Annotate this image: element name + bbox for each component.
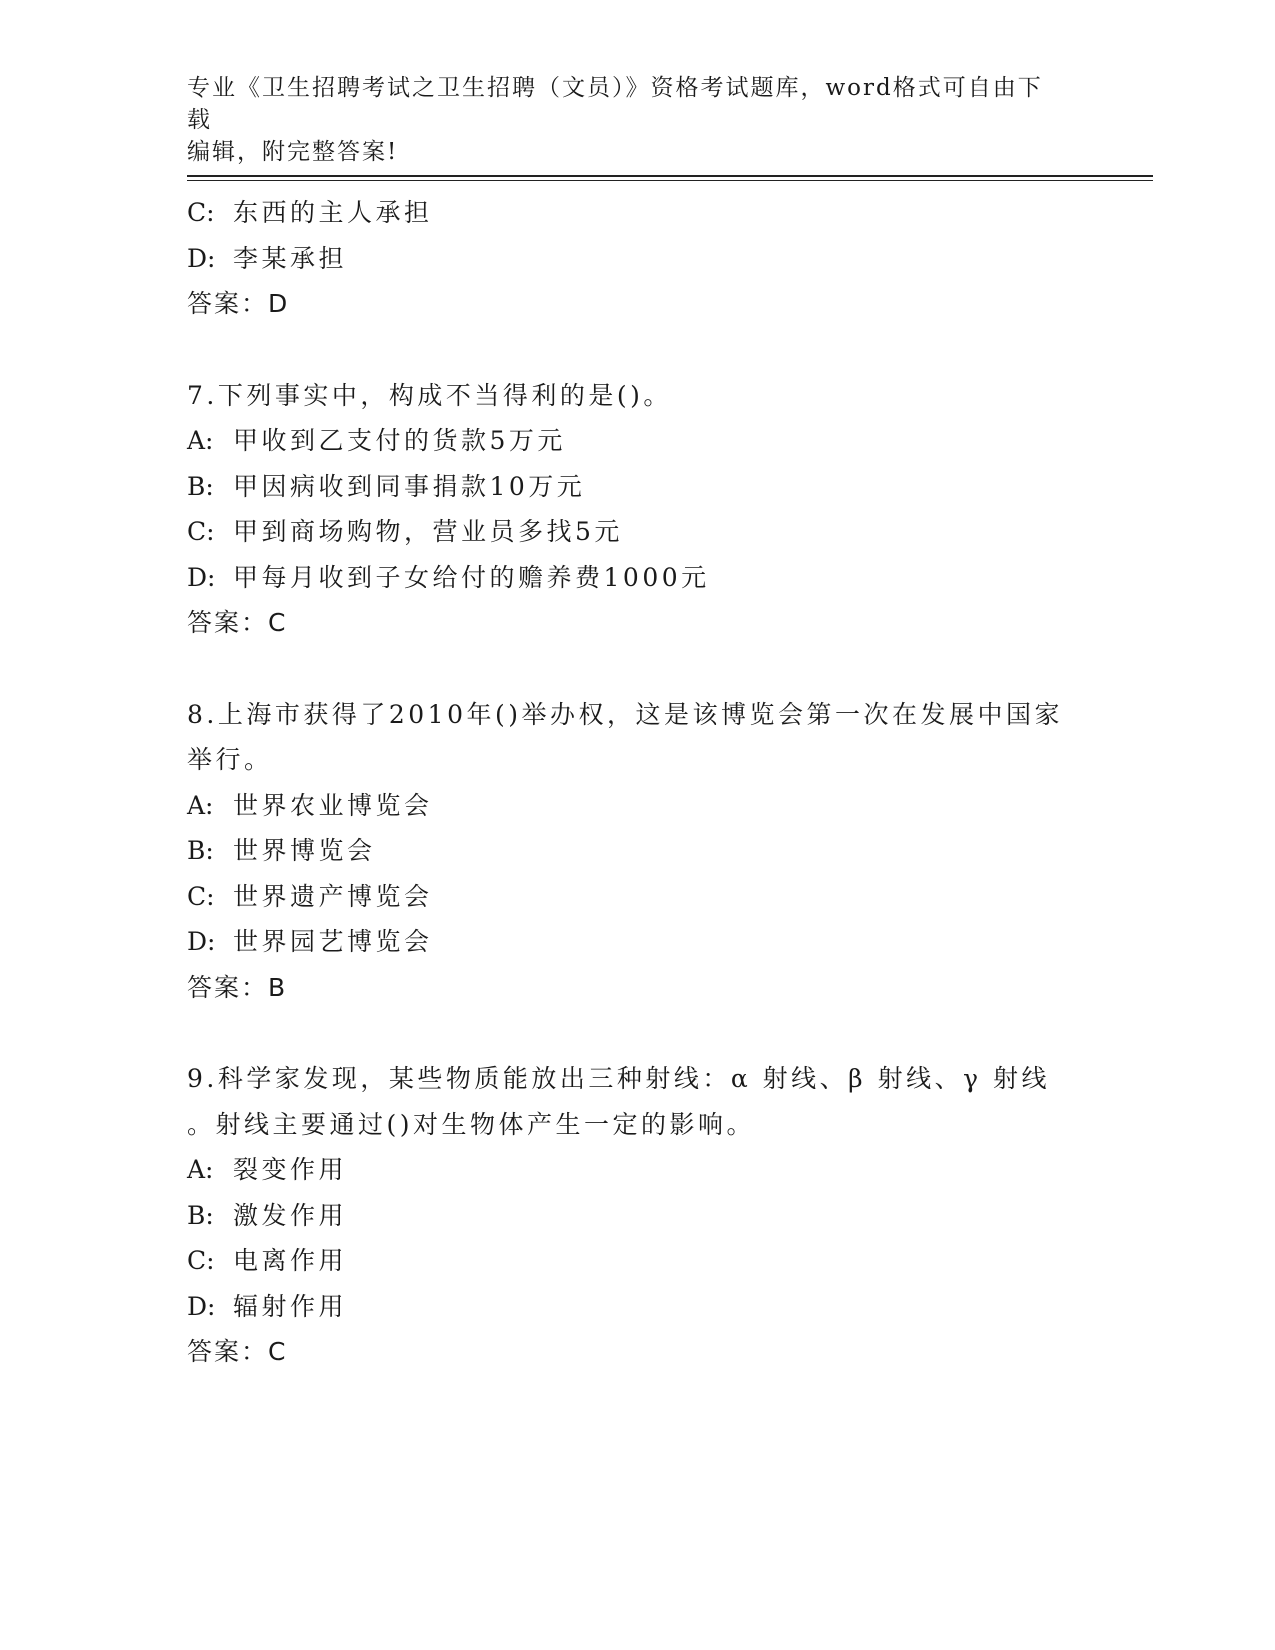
option-text: 电离作用 — [233, 1246, 348, 1275]
header-line-1: 专业《卫生招聘考试之卫生招聘（文员）》资格考试题库，word格式可自由下载 — [187, 75, 1043, 133]
document-body — [187, 190, 1087, 1375]
option-letter: B: — [187, 836, 214, 865]
spacer — [187, 646, 1087, 692]
option-a — [187, 418, 1087, 464]
option-text: 世界农业博览会 — [233, 790, 433, 820]
answer-line: 答案：B — [187, 972, 288, 1002]
header-divider — [187, 175, 1153, 181]
option-a — [187, 1147, 1087, 1193]
option-a — [187, 783, 1087, 829]
option-text: 甲每月收到子女给付的赡养费1000元 — [233, 562, 710, 592]
question-text: 7.下列事实中，构成不当得利的是()。 — [187, 380, 672, 410]
question-9 — [187, 1056, 1087, 1375]
option-text: 裂变作用 — [233, 1155, 348, 1184]
question-6-continued — [187, 190, 1087, 327]
option-letter: D: — [187, 562, 216, 592]
option-letter: C: — [187, 517, 215, 546]
option-text: 甲因病收到同事捐款10万元 — [233, 471, 586, 501]
option-c — [187, 874, 1087, 920]
option-letter: D: — [187, 1291, 216, 1321]
option-letter: A: — [187, 426, 214, 455]
option-text: 李某承担 — [233, 243, 348, 273]
option-d — [187, 919, 1087, 965]
option-letter: B: — [187, 471, 214, 501]
option-d — [187, 1284, 1087, 1330]
option-text: 世界园艺博览会 — [233, 927, 433, 956]
option-letter: C: — [187, 1246, 215, 1275]
question-7 — [187, 373, 1087, 646]
option-text: 东西的主人承担 — [233, 198, 433, 227]
question-8 — [187, 692, 1087, 1011]
option-letter: C: — [187, 198, 215, 227]
option-b — [187, 464, 1087, 510]
option-letter: A: — [187, 1155, 214, 1184]
option-text: 甲收到乙支付的货款5万元 — [233, 426, 566, 455]
option-text: 世界博览会 — [233, 836, 376, 865]
spacer — [187, 1010, 1087, 1056]
question-text-line-2: 举行。 — [187, 745, 273, 774]
question-text-line-2: 。射线主要通过()对生物体产生一定的影响。 — [187, 1109, 756, 1139]
answer-line: 答案：D — [187, 289, 290, 318]
option-text: 辐射作用 — [233, 1291, 348, 1321]
option-letter: C: — [187, 881, 215, 911]
option-text: 激发作用 — [233, 1200, 348, 1230]
document-header — [187, 72, 1067, 168]
spacer — [187, 327, 1087, 373]
option-letter: A: — [187, 790, 214, 820]
option-c — [187, 509, 1087, 555]
answer-line: 答案：C — [187, 1337, 288, 1366]
question-text-line-1: 9.科学家发现，某些物质能放出三种射线：α 射线、β 射线、γ 射线 — [187, 1064, 1050, 1093]
question-text-line-1: 8.上海市获得了2010年()举办权，这是该博览会第一次在发展中国家 — [187, 699, 1063, 729]
option-b — [187, 1193, 1087, 1239]
option-letter: D: — [187, 927, 216, 956]
option-b — [187, 828, 1087, 874]
answer-line: 答案：C — [187, 608, 288, 637]
header-line-2: 编辑，附完整答案! — [187, 139, 399, 165]
option-text: 世界遗产博览会 — [233, 881, 433, 911]
option-text: 甲到商场购物，营业员多找5元 — [233, 517, 623, 546]
option-letter: D: — [187, 243, 216, 273]
option-letter: B: — [187, 1200, 214, 1230]
option-c — [187, 190, 1087, 236]
option-c — [187, 1238, 1087, 1284]
option-d — [187, 555, 1087, 601]
option-d — [187, 236, 1087, 282]
